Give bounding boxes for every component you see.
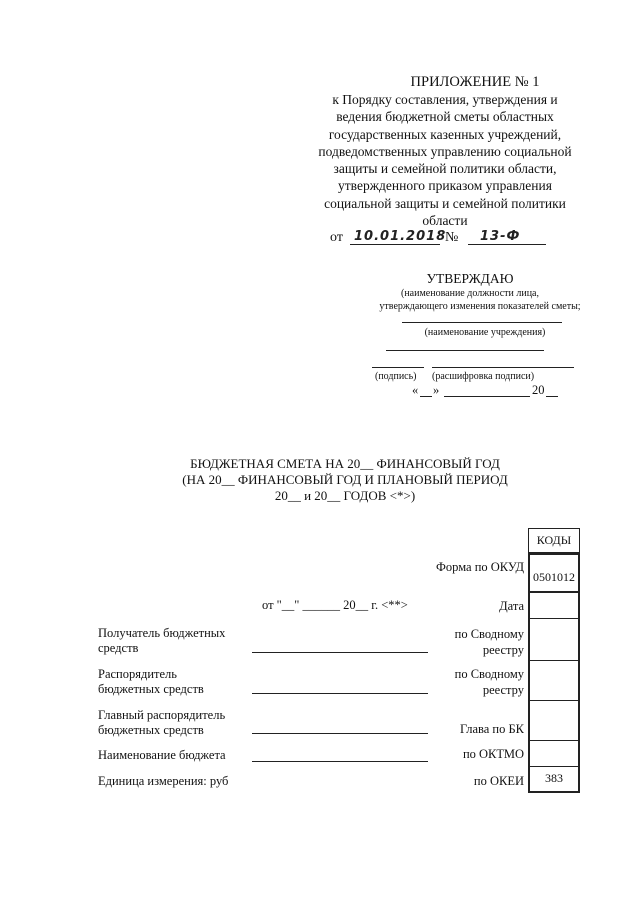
year-line	[546, 396, 558, 397]
codes-cell-okei	[528, 767, 580, 793]
position-hint: (наименование должности лица,	[400, 288, 539, 299]
codes-cell-oktmo	[528, 741, 580, 767]
day-line	[420, 396, 432, 397]
codes-cell-registry-1	[528, 619, 580, 661]
date-quote-open: «	[412, 383, 419, 397]
order-number-line	[468, 244, 546, 245]
heading-line-3: 20__ и 20__ ГОДОВ <*>)	[274, 488, 416, 503]
order-date-line	[350, 244, 440, 245]
code-label-oktmo: по ОКТМО	[462, 747, 524, 761]
okei-value: 383	[545, 771, 563, 785]
appendix-line: защиты и семейной политики области,	[333, 161, 557, 177]
field-manager-line	[252, 693, 428, 694]
appendix-line: области	[422, 213, 468, 229]
heading-line-1: БЮДЖЕТНАЯ СМЕТА НА 20__ ФИНАНСОВЫЙ ГОД	[190, 456, 500, 471]
codes-cell-registry-2	[528, 661, 580, 701]
appendix-line: социальной защиты и семейной политики	[324, 195, 566, 211]
appendix-line: к Порядку составления, утверждения и	[332, 92, 558, 107]
decode-hint: (расшифровка подписи)	[432, 371, 535, 382]
position-hint-2: утверждающего изменения показателей сметы;	[379, 301, 581, 312]
field-chief-manager: Главный распорядитель бюджетных средств	[98, 708, 226, 737]
institution-hint: (наименование учреждения)	[424, 327, 546, 338]
code-label-registry-2: по Сводному реестру	[454, 667, 524, 697]
code-label-registry-1: по Сводному реестру	[454, 627, 524, 657]
decode-line	[432, 367, 574, 368]
estimate-heading	[140, 456, 550, 504]
field-unit: Единица измерения: руб	[98, 774, 229, 788]
date-quote-close: »	[433, 383, 440, 397]
order-number-sign: №	[445, 230, 459, 245]
code-label-okud: Форма по ОКУД	[436, 560, 524, 574]
appendix-title: ПРИЛОЖЕНИЕ № 1	[410, 74, 540, 90]
order-date: 10.01.2018	[354, 229, 447, 244]
codes-cell-bk	[528, 701, 580, 741]
estimate-date: от "__" ______ 20__ г. <**>	[262, 598, 408, 612]
signature-line	[372, 367, 424, 368]
signature-hint: (подпись)	[375, 371, 417, 382]
field-chief-manager-line	[252, 733, 428, 734]
code-label-bk: Глава по БК	[459, 722, 524, 736]
year-prefix: 20	[532, 383, 545, 397]
heading-line-2: (НА 20__ ФИНАНСОВЫЙ ГОД И ПЛАНОВЫЙ ПЕРИОД	[182, 472, 508, 487]
month-line	[444, 396, 530, 397]
field-budget-name: Наименование бюджета	[98, 748, 226, 762]
institution-line	[386, 350, 544, 351]
field-manager: Распорядитель бюджетных средств	[98, 667, 204, 696]
position-line	[402, 322, 562, 323]
order-prefix: от	[330, 230, 343, 245]
field-recipient: Получатель бюджетных средств	[98, 626, 226, 655]
code-label-okei: по ОКЕИ	[473, 774, 524, 788]
appendix-line: ведения бюджетной сметы областных	[336, 109, 554, 125]
codes-cell-okud	[528, 553, 580, 593]
codes-cell-date	[528, 593, 580, 619]
codes-header: КОДЫ	[528, 528, 580, 553]
field-budget-line	[252, 761, 428, 762]
appendix-line: подведомственных управлению социальной	[318, 143, 572, 159]
approve-title: УТВЕРЖДАЮ	[426, 271, 514, 286]
appendix-text	[300, 91, 590, 229]
field-recipient-line	[252, 652, 428, 653]
order-number: 13-Ф	[480, 229, 521, 244]
appendix-line: утвержденного приказом управления	[338, 178, 552, 194]
code-label-date: Дата	[499, 599, 524, 613]
okud-value: 0501012	[533, 570, 575, 584]
appendix-line: государственных казенных учреждений,	[328, 126, 562, 142]
